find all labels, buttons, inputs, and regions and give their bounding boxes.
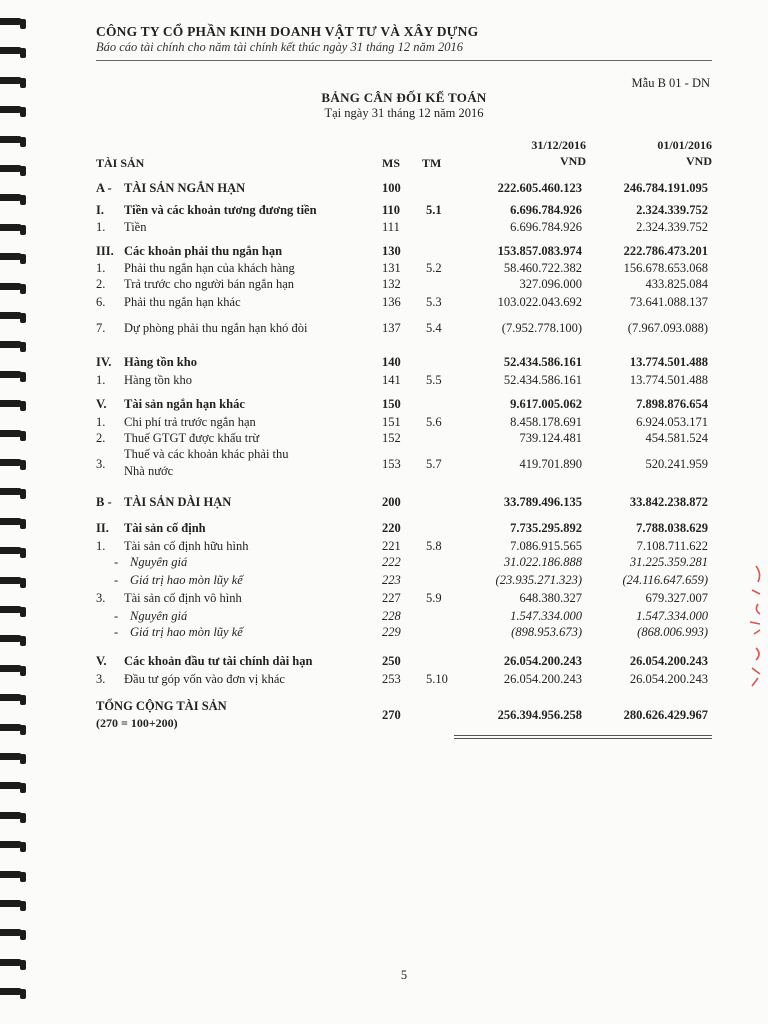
row-current-value: 26.054.200.243 <box>503 654 582 668</box>
row-number: 2. <box>96 431 106 445</box>
row-current-value: 103.022.043.692 <box>497 295 582 309</box>
table-row <box>96 625 712 641</box>
row-number: 3. <box>96 672 106 686</box>
row-ms: 250 <box>382 654 401 668</box>
row-label: Chi phí trả trước ngắn hạn <box>124 415 256 429</box>
row-prior-value: 454.581.524 <box>645 431 708 445</box>
table-row <box>96 415 712 431</box>
row-prior-value: 26.054.200.243 <box>629 672 708 686</box>
column-header-assets: TÀI SẢN <box>96 156 145 170</box>
row-label-continued: Nhà nước <box>124 464 174 478</box>
row-number: I. <box>96 203 104 217</box>
binding-ring <box>0 371 22 378</box>
row-current-value: 26.054.200.243 <box>503 672 582 686</box>
binding-ring <box>0 488 22 495</box>
row-ms: 220 <box>382 521 401 535</box>
row-label: Tài sản ngắn hạn khác <box>124 397 245 411</box>
row-tm: 5.9 <box>426 591 442 605</box>
row-label: Nguyên giá <box>130 555 188 569</box>
row-prior-value: 679.327.007 <box>645 591 708 605</box>
binding-ring <box>0 430 22 437</box>
binding-ring <box>0 224 22 231</box>
row-prior-value: 26.054.200.243 <box>629 654 708 668</box>
row-prior-value: (24.116.647.659) <box>622 573 708 587</box>
row-number: V. <box>96 397 107 411</box>
table-row <box>96 539 712 555</box>
total-ms: 270 <box>382 708 401 722</box>
row-label: Các khoản đầu tư tài chính dài hạn <box>124 654 313 668</box>
column-header-tm: TM <box>422 156 442 170</box>
row-label: Trả trước cho người bán ngắn hạn <box>124 277 295 291</box>
row-ms: 150 <box>382 397 401 411</box>
binding-ring <box>0 194 22 201</box>
row-tm: 5.6 <box>426 415 442 429</box>
table-row <box>96 555 712 571</box>
spiral-binding <box>0 18 28 1008</box>
row-current-value: 8.458.178.691 <box>510 415 582 429</box>
row-label: Phải thu ngắn hạn của khách hàng <box>124 261 295 275</box>
row-prior-value: 13.774.501.488 <box>629 355 708 369</box>
total-double-rule-2 <box>454 738 712 739</box>
row-ms: 222 <box>382 555 401 569</box>
row-label: Tiền <box>124 220 147 234</box>
column-header-current-unit: VND <box>560 154 586 168</box>
table-row <box>96 591 712 607</box>
row-label: Tài sản cố định hữu hình <box>124 539 249 553</box>
row-ms: 136 <box>382 295 401 309</box>
binding-ring <box>0 665 22 672</box>
sheet-date: Tại ngày 31 tháng 12 năm 2016 <box>324 106 484 120</box>
row-ms: 229 <box>382 625 401 639</box>
row-label: Các khoản phải thu ngắn hạn <box>124 244 283 258</box>
table-row <box>96 495 712 511</box>
header-divider <box>96 60 712 61</box>
binding-ring <box>0 547 22 554</box>
page-number: 5 <box>400 968 408 982</box>
row-prior-value: 7.108.711.622 <box>636 539 708 553</box>
row-label: TÀI SẢN NGẮN HẠN <box>124 181 246 195</box>
row-ms: 137 <box>382 321 401 335</box>
row-tm: 5.1 <box>426 203 442 217</box>
row-current-value: 648.380.327 <box>519 591 582 605</box>
row-current-value: 419.701.890 <box>519 457 582 471</box>
row-prior-value: 2.324.339.752 <box>636 203 708 217</box>
table-row <box>96 397 712 413</box>
row-current-value: (7.952.778.100) <box>501 321 582 335</box>
table-row <box>96 672 712 688</box>
table-row <box>96 261 712 277</box>
row-tm: 5.8 <box>426 539 442 553</box>
row-ms: 130 <box>382 244 401 258</box>
total-current: 256.394.956.258 <box>497 708 582 722</box>
row-current-value: 52.434.586.161 <box>503 355 582 369</box>
binding-ring <box>0 753 22 760</box>
row-number: 1. <box>96 373 106 387</box>
row-current-value: (23.935.271.323) <box>495 573 582 587</box>
row-prior-value: 433.825.084 <box>645 277 708 291</box>
row-tm: 5.4 <box>426 321 442 335</box>
row-current-value: 58.460.722.382 <box>503 261 582 275</box>
row-ms: 152 <box>382 431 401 445</box>
row-tm: 5.10 <box>426 672 448 686</box>
row-number: 7. <box>96 321 106 335</box>
row-tm: 5.5 <box>426 373 442 387</box>
column-header-prior-date: 01/01/2016 <box>657 138 712 152</box>
row-current-value: 6.696.784.926 <box>510 220 582 234</box>
row-current-value: 52.434.586.161 <box>503 373 582 387</box>
row-number: 6. <box>96 295 106 309</box>
binding-ring <box>0 77 22 84</box>
row-prior-value: 7.788.038.629 <box>636 521 708 535</box>
row-prior-value: 156.678.653.068 <box>623 261 708 275</box>
row-prior-value: 222.786.473.201 <box>623 244 708 258</box>
table-row <box>96 277 712 293</box>
row-ms: 153 <box>382 457 401 471</box>
row-ms: 200 <box>382 495 401 509</box>
binding-ring <box>0 518 22 525</box>
row-current-value: 6.696.784.926 <box>510 203 582 217</box>
total-formula: (270 = 100+200) <box>96 716 178 730</box>
table-row <box>96 521 712 537</box>
row-number: 1. <box>96 261 106 275</box>
row-number: 1. <box>96 415 106 429</box>
table-row <box>96 244 712 260</box>
row-ms: 253 <box>382 672 401 686</box>
table-row <box>96 654 712 670</box>
row-current-value: 7.086.915.565 <box>510 539 582 553</box>
row-current-value: 327.096.000 <box>519 277 582 291</box>
row-label: Hàng tồn kho <box>124 373 193 387</box>
row-number: - <box>114 573 119 587</box>
binding-ring <box>0 400 22 407</box>
table-row <box>96 203 712 219</box>
row-number: 2. <box>96 277 106 291</box>
row-number: IV. <box>96 355 112 369</box>
row-label: TÀI SẢN DÀI HẠN <box>124 495 232 509</box>
binding-ring <box>0 841 22 848</box>
row-label: Nguyên giá <box>130 609 188 623</box>
total-prior: 280.626.429.967 <box>623 708 708 722</box>
total-double-rule-1 <box>454 735 712 736</box>
row-ms: 140 <box>382 355 401 369</box>
row-label: Tiền và các khoản tương đương tiền <box>124 203 317 217</box>
binding-ring <box>0 47 22 54</box>
row-tm: 5.3 <box>426 295 442 309</box>
binding-ring <box>0 900 22 907</box>
row-label: Dự phòng phải thu ngắn hạn khó đòi <box>124 321 308 335</box>
row-number: 3. <box>96 457 106 471</box>
total-label: TỔNG CỘNG TÀI SẢN <box>96 699 227 713</box>
row-current-value: 7.735.295.892 <box>510 521 582 535</box>
red-stamp-mark <box>742 560 768 690</box>
table-row <box>96 355 712 371</box>
binding-ring <box>0 988 22 995</box>
row-number: II. <box>96 521 109 535</box>
binding-ring <box>0 18 22 25</box>
row-number: B - <box>96 495 112 509</box>
column-header-prior-unit: VND <box>686 154 712 168</box>
row-number: A - <box>96 181 112 195</box>
row-ms: 223 <box>382 573 401 587</box>
binding-ring <box>0 929 22 936</box>
row-prior-value: 13.774.501.488 <box>629 373 708 387</box>
row-prior-value: 7.898.876.654 <box>636 397 708 411</box>
total-assets-row <box>96 699 712 733</box>
row-number: 1. <box>96 220 106 234</box>
row-label: Giá trị hao mòn lũy kế <box>130 573 243 587</box>
table-row <box>96 181 712 197</box>
binding-ring <box>0 577 22 584</box>
row-label: Đầu tư góp vốn vào đơn vị khác <box>124 672 285 686</box>
table-row <box>96 373 712 389</box>
binding-ring <box>0 694 22 701</box>
row-ms: 132 <box>382 277 401 291</box>
row-current-value: 153.857.083.974 <box>497 244 582 258</box>
binding-ring <box>0 283 22 290</box>
table-row <box>96 431 712 447</box>
binding-ring <box>0 606 22 613</box>
row-label: Giá trị hao mòn lũy kế <box>130 625 243 639</box>
row-ms: 141 <box>382 373 401 387</box>
binding-ring <box>0 812 22 819</box>
row-current-value: 33.789.496.135 <box>503 495 582 509</box>
row-label: Tài sản cố định <box>124 521 206 535</box>
row-prior-value: 6.924.053.171 <box>636 415 708 429</box>
report-subtitle: Báo cáo tài chính cho năm tài chính kết thúc ngày 31 tháng 12 năm 2016 <box>96 40 463 54</box>
table-row <box>96 573 712 589</box>
table-row <box>96 220 712 236</box>
column-header-current-date: 31/12/2016 <box>531 138 586 152</box>
row-label: Phải thu ngắn hạn khác <box>124 295 241 309</box>
row-ms: 227 <box>382 591 401 605</box>
binding-ring <box>0 136 22 143</box>
binding-ring <box>0 341 22 348</box>
row-ms: 221 <box>382 539 401 553</box>
row-label: Thuế và các khoản khác phải thu <box>124 447 289 461</box>
row-current-value: 739.124.481 <box>519 431 582 445</box>
binding-ring <box>0 106 22 113</box>
binding-ring <box>0 724 22 731</box>
form-code: Mẫu B 01 - DN <box>631 76 710 90</box>
row-tm: 5.7 <box>426 457 442 471</box>
row-ms: 131 <box>382 261 401 275</box>
row-prior-value: 246.784.191.095 <box>623 181 708 195</box>
row-prior-value: (868.006.993) <box>637 625 708 639</box>
row-ms: 228 <box>382 609 401 623</box>
row-prior-value: 2.324.339.752 <box>636 220 708 234</box>
company-name: CÔNG TY CỔ PHẦN KINH DOANH VẬT TƯ VÀ XÂY DỰNG <box>96 24 479 39</box>
row-ms: 111 <box>382 220 400 234</box>
row-prior-value: 520.241.959 <box>645 457 708 471</box>
row-current-value: 1.547.334.000 <box>510 609 582 623</box>
binding-ring <box>0 871 22 878</box>
binding-ring <box>0 165 22 172</box>
binding-ring <box>0 253 22 260</box>
row-current-value: 9.617.005.062 <box>510 397 582 411</box>
table-row <box>96 447 712 478</box>
binding-ring <box>0 635 22 642</box>
row-number: V. <box>96 654 107 668</box>
row-current-value: (898.953.673) <box>511 625 582 639</box>
binding-ring <box>0 459 22 466</box>
row-prior-value: (7.967.093.088) <box>627 321 708 335</box>
table-row <box>96 609 712 625</box>
row-label: Hàng tồn kho <box>124 355 197 369</box>
sheet-title: BẢNG CÂN ĐỐI KẾ TOÁN <box>321 90 487 105</box>
binding-ring <box>0 312 22 319</box>
row-prior-value: 1.547.334.000 <box>636 609 708 623</box>
column-header-ms: MS <box>382 156 400 170</box>
binding-ring <box>0 782 22 789</box>
row-number: - <box>114 625 119 639</box>
binding-ring <box>0 959 22 966</box>
row-number: 3. <box>96 591 106 605</box>
row-label: Thuế GTGT được khấu trừ <box>124 431 260 445</box>
row-prior-value: 73.641.088.137 <box>629 295 708 309</box>
row-tm: 5.2 <box>426 261 442 275</box>
row-number: - <box>114 555 119 569</box>
row-number: 1. <box>96 539 106 553</box>
row-number: III. <box>96 244 114 258</box>
row-prior-value: 31.225.359.281 <box>629 555 708 569</box>
table-row <box>96 295 712 311</box>
row-label: Tài sản cố định vô hình <box>124 591 242 605</box>
row-ms: 110 <box>382 203 401 217</box>
row-current-value: 222.605.460.123 <box>497 181 582 195</box>
row-number: - <box>114 609 119 623</box>
row-current-value: 31.022.186.888 <box>503 555 582 569</box>
table-row <box>96 321 712 337</box>
row-prior-value: 33.842.238.872 <box>629 495 708 509</box>
row-ms: 151 <box>382 415 401 429</box>
row-ms: 100 <box>382 181 401 195</box>
